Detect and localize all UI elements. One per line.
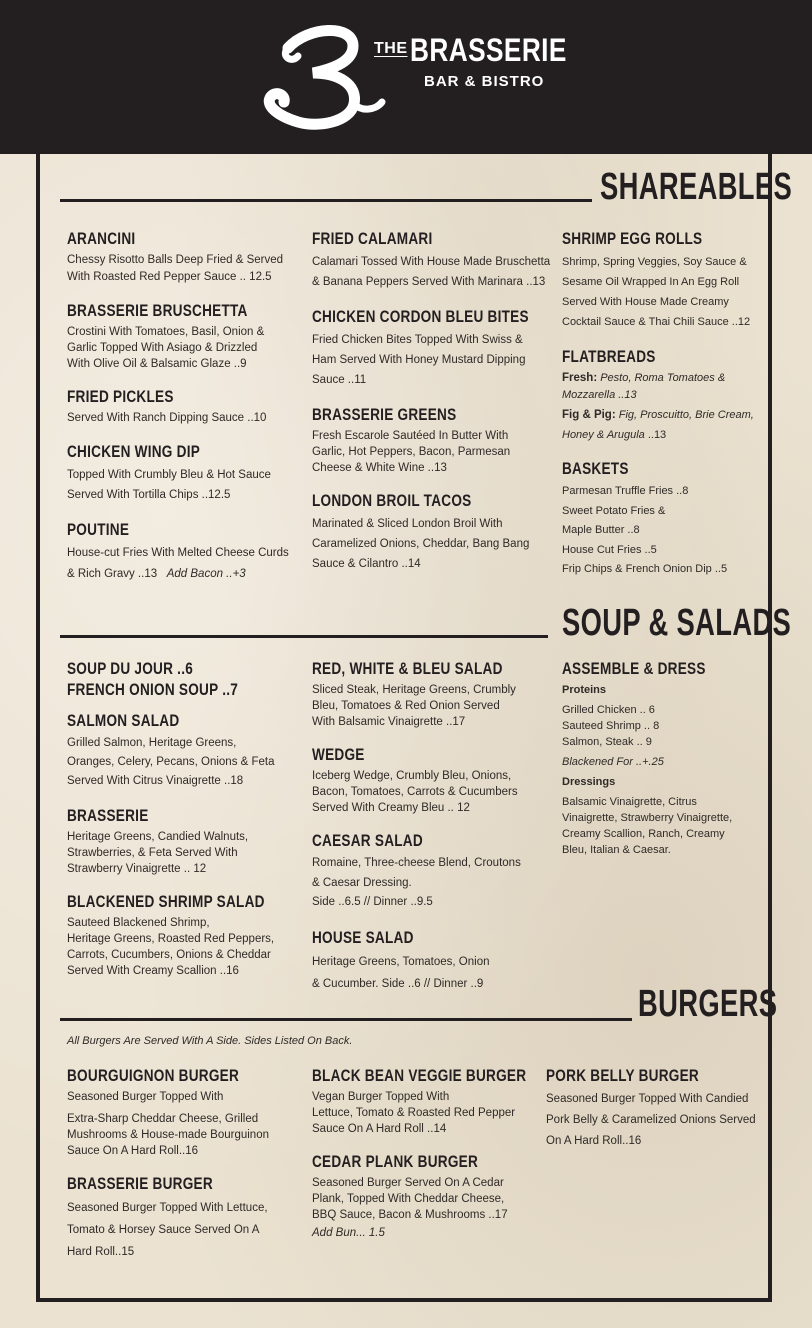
item-addon: Add Bacon ..+3 — [166, 568, 246, 580]
item-desc-line: With Balsamic Vinaigrette ..17 — [312, 716, 466, 728]
item-name: BRASSERIE GREENS — [312, 405, 457, 424]
soup-salads-column-2 — [312, 659, 552, 1010]
item-desc-line: & Banana Peppers Served With Marinara ..13 — [312, 276, 546, 288]
menu-item — [67, 711, 302, 791]
item-desc-line: Frip Chips & French Onion Dip ..5 — [562, 563, 728, 575]
soup-salads-divider — [60, 635, 548, 638]
item-desc-line: & Cucumber. Side ..6 // Dinner ..9 — [312, 977, 484, 990]
item-desc-line: Served With House Made Creamy — [562, 296, 729, 308]
menu-item — [312, 928, 552, 995]
item-desc-line: Hard Roll..15 — [67, 1246, 135, 1258]
item-name: ASSEMBLE & DRESS — [562, 659, 706, 678]
item-desc-line: Bleu, Tomatoes & Red Onion Served — [312, 700, 500, 712]
item-desc-line: Crostini With Tomatoes, Basil, Onion & — [67, 326, 265, 338]
item-desc-line: Fried Chicken Bites Topped With Swiss & — [312, 334, 523, 346]
item-desc-line: Iceberg Wedge, Crumbly Bleu, Onions, — [312, 770, 512, 782]
item-desc-line: House Cut Fries ..5 — [562, 543, 657, 556]
item-name: PORK BELLY BURGER — [546, 1066, 699, 1085]
item-desc-line: Heritage Greens, Roasted Red Peppers, — [67, 933, 275, 945]
item-desc-line: Sauteed Blackened Shrimp, — [67, 917, 210, 929]
soup-salads-column-3 — [562, 659, 762, 873]
menu-item — [67, 301, 302, 372]
item-desc-line: Salmon, Steak .. 9 — [562, 736, 652, 748]
item-desc-line: Side ..6.5 // Dinner ..9.5 — [312, 896, 433, 908]
item-name: BLACK BEAN VEGGIE BURGER — [312, 1066, 527, 1085]
item-addon: Add Bun... 1.5 — [312, 1227, 385, 1239]
item-desc-line: Served With Creamy Bleu .. 12 — [312, 802, 470, 814]
frame-border-right — [768, 154, 772, 1302]
item-desc-line: With Olive Oil & Balsamic Glaze ..9 — [67, 358, 247, 370]
burgers-column-1 — [67, 1066, 302, 1278]
menu-item — [546, 1066, 766, 1152]
frame-border-bottom — [36, 1298, 772, 1302]
item-desc-line: Oranges, Celery, Pecans, Onions & Feta — [67, 756, 275, 768]
item-name: BASKETS — [562, 459, 629, 478]
item-desc-line: Served With Tortilla Chips ..12.5 — [67, 489, 231, 501]
item-desc-line: Sauce & Cilantro ..14 — [312, 558, 421, 570]
item-name: BLACKENED SHRIMP SALAD — [67, 892, 265, 911]
menu-item — [312, 229, 552, 292]
menu-item — [67, 659, 302, 700]
item-desc-line: Topped With Crumbly Bleu & Hot Sauce — [67, 469, 271, 481]
item-desc-line: Lettuce, Tomato & Roasted Red Pepper — [312, 1107, 516, 1119]
item-desc-line: Garlic, Hot Peppers, Bacon, Parmesan — [312, 446, 511, 458]
item-desc-line: Calamari Tossed With House Made Bruschetta — [312, 256, 551, 268]
menu-item-flatbreads — [562, 347, 762, 444]
item-name: WEDGE — [312, 745, 365, 764]
item-desc-line: Bacon, Tomatoes, Carrots & Cucumbers — [312, 786, 518, 798]
item-desc-line: Seasoned Burger Topped With Candied — [546, 1093, 749, 1105]
item-name: LONDON BROIL TACOS — [312, 491, 472, 510]
shareables-column-3 — [562, 229, 762, 595]
item-desc-line: Chessy Risotto Balls Deep Fried & Served — [67, 254, 284, 266]
item-desc-line: Cocktail Sauce & Thai Chili Sauce ..12 — [562, 316, 751, 328]
item-desc-line: Balsamic Vinaigrette, Citrus — [562, 796, 697, 808]
item-desc-line: Marinated & Sliced London Broil With — [312, 518, 503, 530]
menu-item — [312, 1152, 542, 1241]
item-desc-line: Plank, Topped With Cheddar Cheese, — [312, 1193, 505, 1205]
item-desc-line: Honey & Arugula — [562, 429, 645, 441]
item-desc-line: Creamy Scallion, Ranch, Creamy — [562, 828, 725, 840]
menu-item — [312, 1066, 542, 1137]
item-desc-line: Seasoned Burger Topped With Lettuce, — [67, 1202, 268, 1214]
item-desc-line: Sauce On A Hard Roll..16 — [67, 1145, 199, 1157]
dressings-label: Dressings — [562, 776, 616, 788]
item-desc-line: Extra-Sharp Cheddar Cheese, Grilled — [67, 1113, 259, 1125]
shareables-column-1 — [67, 229, 302, 600]
item-name: FLATBREADS — [562, 347, 656, 366]
item-desc-line: & Rich Gravy ..13 — [67, 568, 158, 580]
item-desc-line: Caramelized Onions, Cheddar, Bang Bang — [312, 538, 530, 550]
item-name: CEDAR PLANK BURGER — [312, 1152, 479, 1171]
item-desc-line: BBQ Sauce, Bacon & Mushrooms ..17 — [312, 1209, 508, 1221]
item-desc-line: Heritage Greens, Tomatoes, Onion — [312, 955, 490, 968]
menu-item — [562, 229, 762, 332]
item-desc-line: Seasoned Burger Topped With — [67, 1091, 224, 1103]
burgers-column-3 — [546, 1066, 766, 1167]
item-desc-line: With Roasted Red Pepper Sauce .. 12.5 — [67, 271, 272, 283]
item-desc-line: Grilled Chicken .. 6 — [562, 704, 655, 716]
item-name: SHRIMP EGG ROLLS — [562, 229, 703, 248]
item-name: POUTINE — [67, 520, 130, 539]
item-name: BRASSERIE — [67, 806, 149, 825]
soup-salads-column-1 — [67, 659, 302, 994]
item-desc-line: Sauce ..11 — [312, 374, 367, 386]
item-desc-line: Vinaigrette, Strawberry Vinaigrette, — [562, 812, 733, 824]
item-name: BRASSERIE BRUSCHETTA — [67, 301, 248, 320]
brand-name: BRASSERIE — [410, 32, 567, 68]
item-desc-line: Fresh Escarole Sautéed In Butter With — [312, 430, 509, 442]
brand-subtitle: BAR & BISTRO — [424, 73, 545, 90]
item-name: SALMON SALAD — [67, 711, 180, 730]
item-desc-line: & Caesar Dressing. — [312, 876, 412, 889]
item-desc-line: Grilled Salmon, Heritage Greens, — [67, 737, 237, 749]
proteins-label: Proteins — [562, 684, 607, 696]
item-desc-line: Pork Belly & Caramelized Onions Served — [546, 1114, 756, 1126]
frame-border-left — [36, 154, 40, 1302]
item-name: RED, WHITE & BLEU SALAD — [312, 659, 503, 678]
menu-item — [312, 659, 552, 730]
shareables-title: SHAREABLES — [600, 166, 793, 208]
menu-item — [312, 745, 552, 816]
menu-item — [67, 1066, 302, 1159]
item-desc-line: House-cut Fries With Melted Cheese Curds — [67, 547, 289, 559]
item-desc-line: Sliced Steak, Heritage Greens, Crumbly — [312, 684, 516, 696]
burgers-divider — [60, 1018, 632, 1021]
shareables-column-2 — [312, 229, 552, 589]
item-desc-line: Tomato & Horsey Sauce Served On A — [67, 1224, 260, 1236]
menu-item — [67, 892, 302, 979]
flatbread-fresh-label: Fresh: — [562, 372, 598, 384]
menu-item — [67, 229, 302, 286]
item-desc-line: Mushrooms & House-made Bourguinon — [67, 1129, 269, 1141]
item-desc-line: Seasoned Burger Served On A Cedar — [312, 1177, 504, 1189]
item-desc-line: Garlic Topped With Asiago & Drizzled — [67, 342, 258, 354]
shareables-divider — [60, 199, 592, 202]
menu-item — [312, 307, 552, 390]
menu-item-assemble — [562, 659, 762, 858]
item-desc-line: Pesto, Roma Tomatoes & — [600, 372, 726, 384]
item-desc-line: Maple Butter ..8 — [562, 524, 640, 536]
item-desc-line: Vegan Burger Topped With — [312, 1091, 450, 1103]
item-desc-line: Heritage Greens, Candied Walnuts, — [67, 831, 249, 843]
item-name: FRIED PICKLES — [67, 387, 174, 406]
item-desc-line: Blackened For ..+.25 — [562, 756, 664, 768]
soup-salads-title: SOUP & SALADS — [562, 602, 792, 644]
menu-item — [312, 405, 552, 476]
item-desc-line: Ham Served With Honey Mustard Dipping — [312, 354, 526, 366]
item-desc-line: Sesame Oil Wrapped In An Egg Roll — [562, 276, 740, 288]
item-desc-line: Served With Creamy Scallion ..16 — [67, 965, 239, 977]
item-desc-line: On A Hard Roll..16 — [546, 1135, 642, 1147]
menu-item — [67, 387, 302, 427]
burgers-title: BURGERS — [638, 983, 778, 1025]
flatbread-fig-label: Fig & Pig: — [562, 409, 616, 421]
menu-item — [67, 806, 302, 877]
item-name: CHICKEN WING DIP — [67, 442, 201, 461]
menu-item — [312, 491, 552, 574]
item-desc-line: Sauce On A Hard Roll ..14 — [312, 1123, 447, 1135]
item-name: HOUSE SALAD — [312, 927, 414, 947]
item-name: CHICKEN CORDON BLEU BITES — [312, 307, 529, 326]
item-name: BRASSERIE BURGER — [67, 1174, 213, 1193]
item-name: BOURGUIGNON BURGER — [67, 1066, 240, 1085]
brand-the: THE — [374, 40, 408, 57]
menu-item — [312, 831, 552, 913]
item-desc-line: Cheese & White Wine ..13 — [312, 462, 447, 474]
item-desc-line: Strawberry Vinaigrette .. 12 — [67, 863, 207, 875]
burgers-column-2 — [312, 1066, 542, 1256]
menu-item — [67, 1174, 302, 1263]
menu-item — [67, 520, 302, 585]
item-desc-line: Parmesan Truffle Fries ..8 — [562, 485, 689, 497]
item-desc-line: Shrimp, Spring Veggies, Soy Sauce & — [562, 256, 747, 268]
item-desc-line: Bleu, Italian & Caesar. — [562, 844, 671, 856]
item-desc-line: Served With Citrus Vinaigrette ..18 — [67, 775, 244, 787]
item-name: ARANCINI — [67, 229, 136, 248]
item-price: ..13 — [647, 429, 667, 441]
item-name: FRENCH ONION SOUP ..7 — [67, 680, 239, 699]
item-desc-line: Romaine, Three-cheese Blend, Croutons — [312, 857, 521, 869]
header-bar — [0, 0, 812, 154]
item-name: SOUP DU JOUR ..6 — [67, 659, 194, 678]
menu-item — [67, 442, 302, 505]
item-desc-line: Sweet Potato Fries & — [562, 504, 666, 517]
item-name: CAESAR SALAD — [312, 831, 423, 850]
item-desc-line: Strawberries, & Feta Served With — [67, 847, 238, 859]
item-desc-line: Mozzarella ..13 — [562, 389, 637, 401]
brasserie-b-logo-icon — [258, 18, 388, 130]
menu-item-baskets — [562, 459, 762, 580]
item-desc-line: Served With Ranch Dipping Sauce ..10 — [67, 412, 267, 424]
item-desc-line: Carrots, Cucumbers, Onions & Cheddar — [67, 949, 271, 961]
burgers-note: All Burgers Are Served With A Side. Sides Listed On Back. — [67, 1035, 353, 1047]
item-desc-line: Fig, Proscuitto, Brie Cream, — [618, 409, 754, 421]
item-name: FRIED CALAMARI — [312, 229, 433, 248]
item-desc-line: Sauteed Shrimp .. 8 — [562, 720, 660, 732]
